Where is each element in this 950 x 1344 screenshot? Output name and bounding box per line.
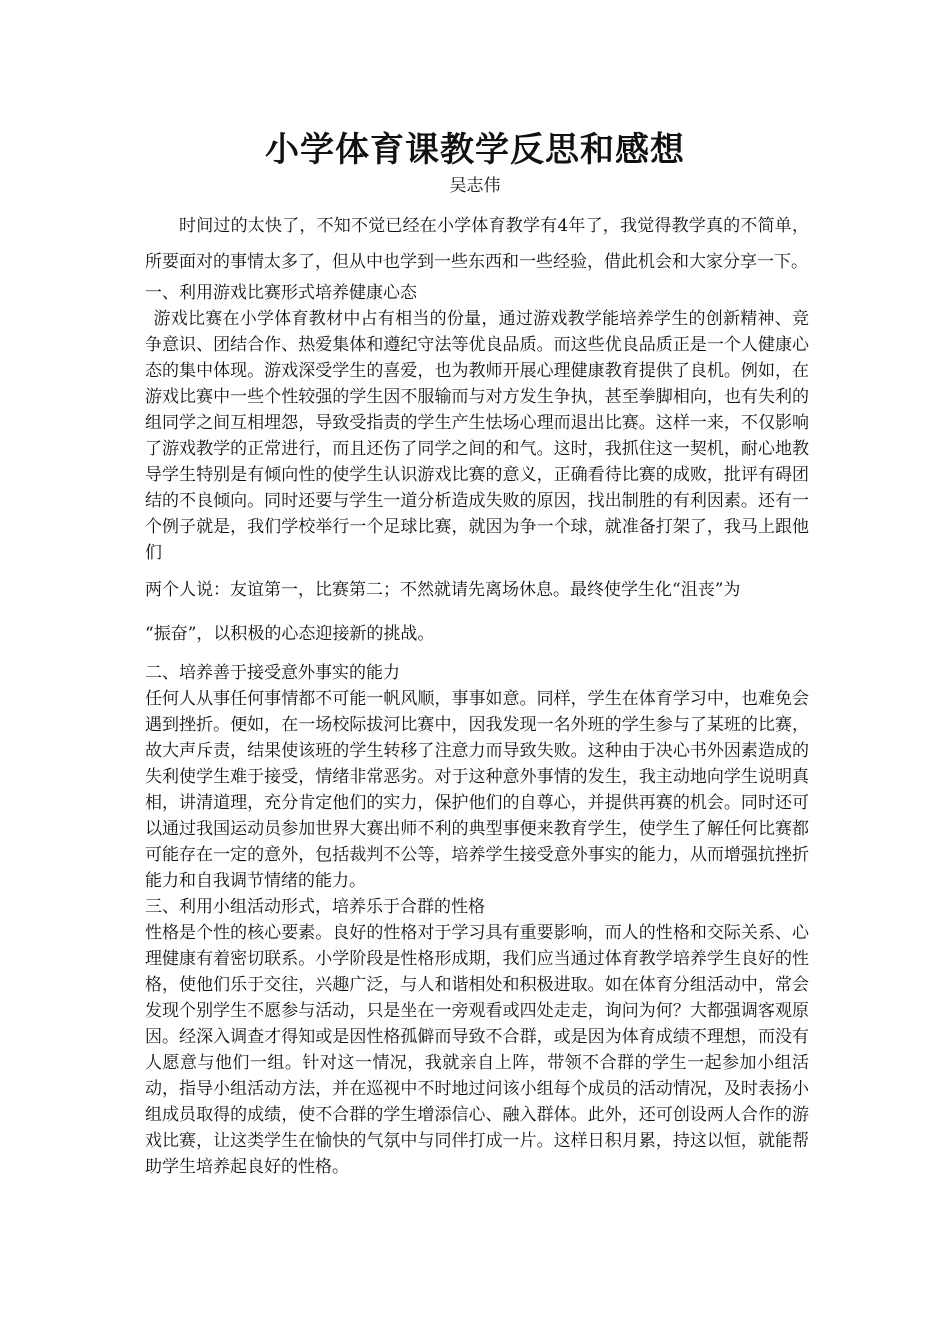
document-title: 小学体育课教学反思和感想 [265,130,685,170]
section-heading-3: 三、利用小组活动形式，培养乐于合群的性格 [145,897,485,917]
section-paragraph-1: 游戏比赛在小学体育教材中占有相当的份量，通过游戏教学能培养学生的创新精神、竞争意识、团结合作、热爱集体和遵纪守法等优良品质。而这些优良品质正是一个人健康心态的集中体现。游戏深受学生的喜爱，也为教师开展心理健康教育提供了良机。例如，在游戏比赛中一些个性较强的学生因不服输而与对方发生争执，甚至拳脚相向，也有失利的组同学之间互相埋怨，导致受指责的学生产生怯场心理而退出比赛。这样一来，不仅影响了游戏教学的正常进行，而且还伤了同学之间的和气。这时，我抓住这一契机，耐心地教导学生特别是有倾向性的使学生认识游戏比赛的意义，正确看待比赛的成败，批评有碍团结的不良倾向。同时还要与学生一道分析造成失败的原因，找出制胜的有利因素。还有一个例子就是，我们学校举行一个足球比赛，就因为争一个球，就准备打架了，我马上跟他们 [145,309,809,563]
section-paragraph-3: 性格是个性的核心要素。良好的性格对于学习具有重要影响，而人的性格和交际关系、心理健康有着密切联系。小学阶段是性格形成期，我们应当通过体育教学培养学生良好的性格，使他们乐于交往，兴趣广泛，与人和谐相处和积极进取。如在体育分组活动中，常会发现个别学生不愿参与活动，只是坐在一旁观看或四处走走，询问为何？大都强调客观原因。经深入调查才得知或是因性格孤僻而导致不合群，或是因为体育成绩不理想，而没有人愿意与他们一组。针对这一情况，我就亲自上阵，带领不合群的学生一起参加小组活动，指导小组活动方法，并在巡视中不时地过问该小组每个成员的活动情况，及时表扬小组成员取得的成绩，使不合群的学生增添信心、融入群体。此外，还可创设两人合作的游戏比赛，让这类学生在愉快的气氛中与同伴打成一片。这样日积月累，持这以恒，就能帮助学生培养起良好的性格。 [145,923,809,1177]
author-name: 吴志伟 [449,176,501,196]
intro-paragraph: 时间过的太快了，不知不觉已经在小学体育教学有4年了，我觉得教学真的不简单，所要面对的事情太多了，但从中也学到一些东西和一些经验，借此机会和大家分享一下。 [145,216,809,272]
section-heading-1: 一、利用游戏比赛形式培养健康心态 [145,283,417,303]
section-paragraph-2: 任何人从事任何事情都不可能一帆风顺，事事如意。同样，学生在体育学习中，也难免会遇到挫折。便如，在一场校际拔河比赛中，因我发现一名外班的学生参与了某班的比赛，故大声斥责，结果使该班的学生转移了注意力而导致失败。这种由于决心书外因素造成的失利使学生难于接受，情绪非常恶劣。对于这种意外事情的发生，我主动地向学生说明真相，讲清道理，充分肯定他们的实力，保护他们的自尊心，并提供再赛的机会。同时还可以通过我国运动员参加世界大赛出师不利的典型事便来教育学生，使学生了解任何比赛都可能存在一定的意外，包括裁判不公等，培养学生接受意外事实的能力，从而增强抗挫折能力和自我调节情绪的能力。 [145,689,809,891]
section-paragraph-1-continued: 两个人说：友谊第一，比赛第二；不然就请先离场休息。最终使学生化“沮丧”为 [145,580,741,600]
section-heading-2: 二、培养善于接受意外事实的能力 [145,663,400,683]
section-paragraph-1-closing: “振奋”，以积极的心态迎接新的挑战。 [145,624,435,644]
document-body [145,208,809,1180]
